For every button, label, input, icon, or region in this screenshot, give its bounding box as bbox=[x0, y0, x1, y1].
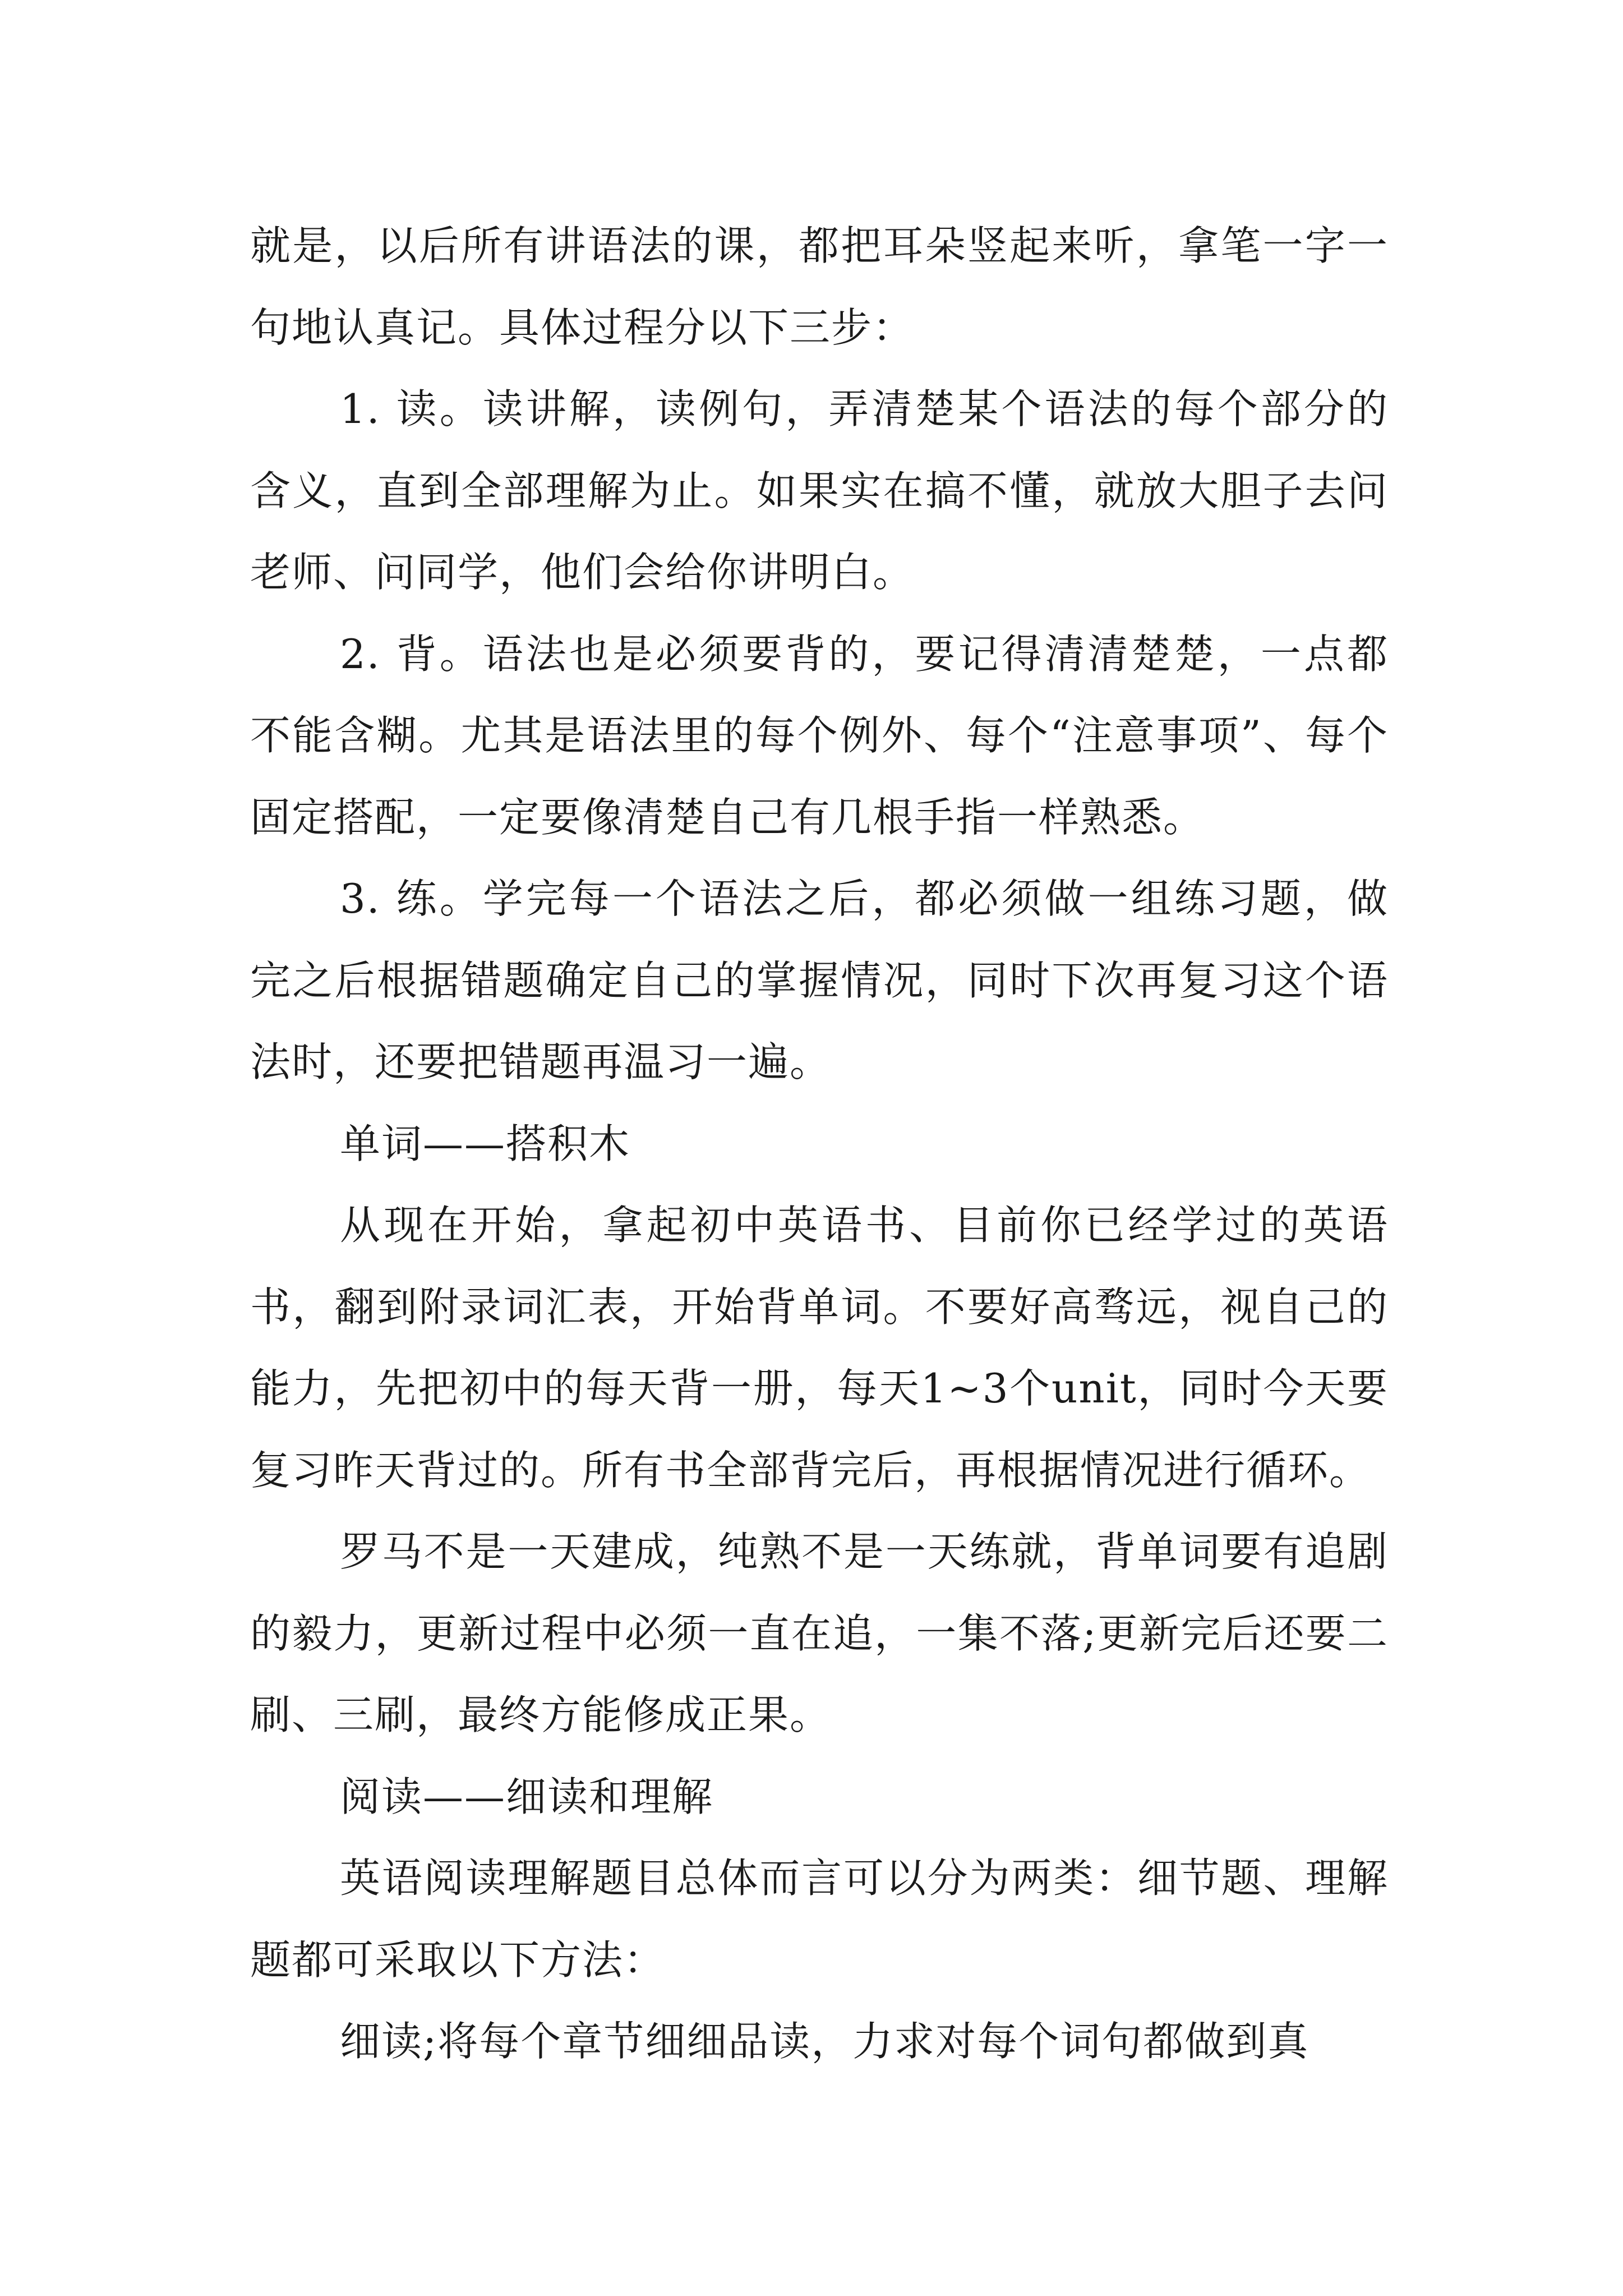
paragraph: 1. 读。读讲解，读例句，弄清楚某个语法的每个部分的含义，直到全部理解为止。如果实在搞不懂，就放大胆子去问老师、问同学，他们会给你讲明白。 bbox=[250, 385, 1389, 596]
paragraph: 3. 练。学完每一个语法之后，都必须做一组练习题，做完之后根据错题确定自己的掌握情况，同时下次再复习这个语法时，还要把错题再温习一遍。 bbox=[250, 875, 1389, 1085]
section-heading: 单词——搭积木 bbox=[340, 1120, 631, 1167]
paragraph: 英语阅读理解题目总体而言可以分为两类：细节题、理解题都可采取以下方法： bbox=[250, 1855, 1389, 1984]
paragraph: 从现在开始，拿起初中英语书、目前你已经学过的英语书，翻到附录词汇表，开始背单词。不要好高骛远，视自己的能力，先把初中的每天背一册，每天1~3个unit，同时今天要复习昨天背过的。所有书全部背完后，再根据情况进行循环。 bbox=[250, 1202, 1389, 1494]
paragraph: 2. 背。语法也是必须要背的，要记得清清楚楚，一点都不能含糊。尤其是语法里的每个例外、每个“注意事项”、每个固定搭配，一定要像清楚自己有几根手指一样熟悉。 bbox=[250, 630, 1389, 841]
paragraph: 细读;将每个章节细细品读，力求对每个词句都做到真 bbox=[340, 2018, 1310, 2065]
section-heading: 阅读——细读和理解 bbox=[340, 1773, 714, 1820]
paragraph: 罗马不是一天建成，纯熟不是一天练就，背单词要有追剧的毅力，更新过程中必须一直在追，一集不落;更新完后还要二刷、三刷，最终方能修成正果。 bbox=[250, 1528, 1389, 1738]
paragraph: 就是，以后所有讲语法的课，都把耳朵竖起来听，拿笔一字一句地认真记。具体过程分以下三步： bbox=[250, 222, 1389, 351]
body-text bbox=[250, 205, 1389, 2083]
